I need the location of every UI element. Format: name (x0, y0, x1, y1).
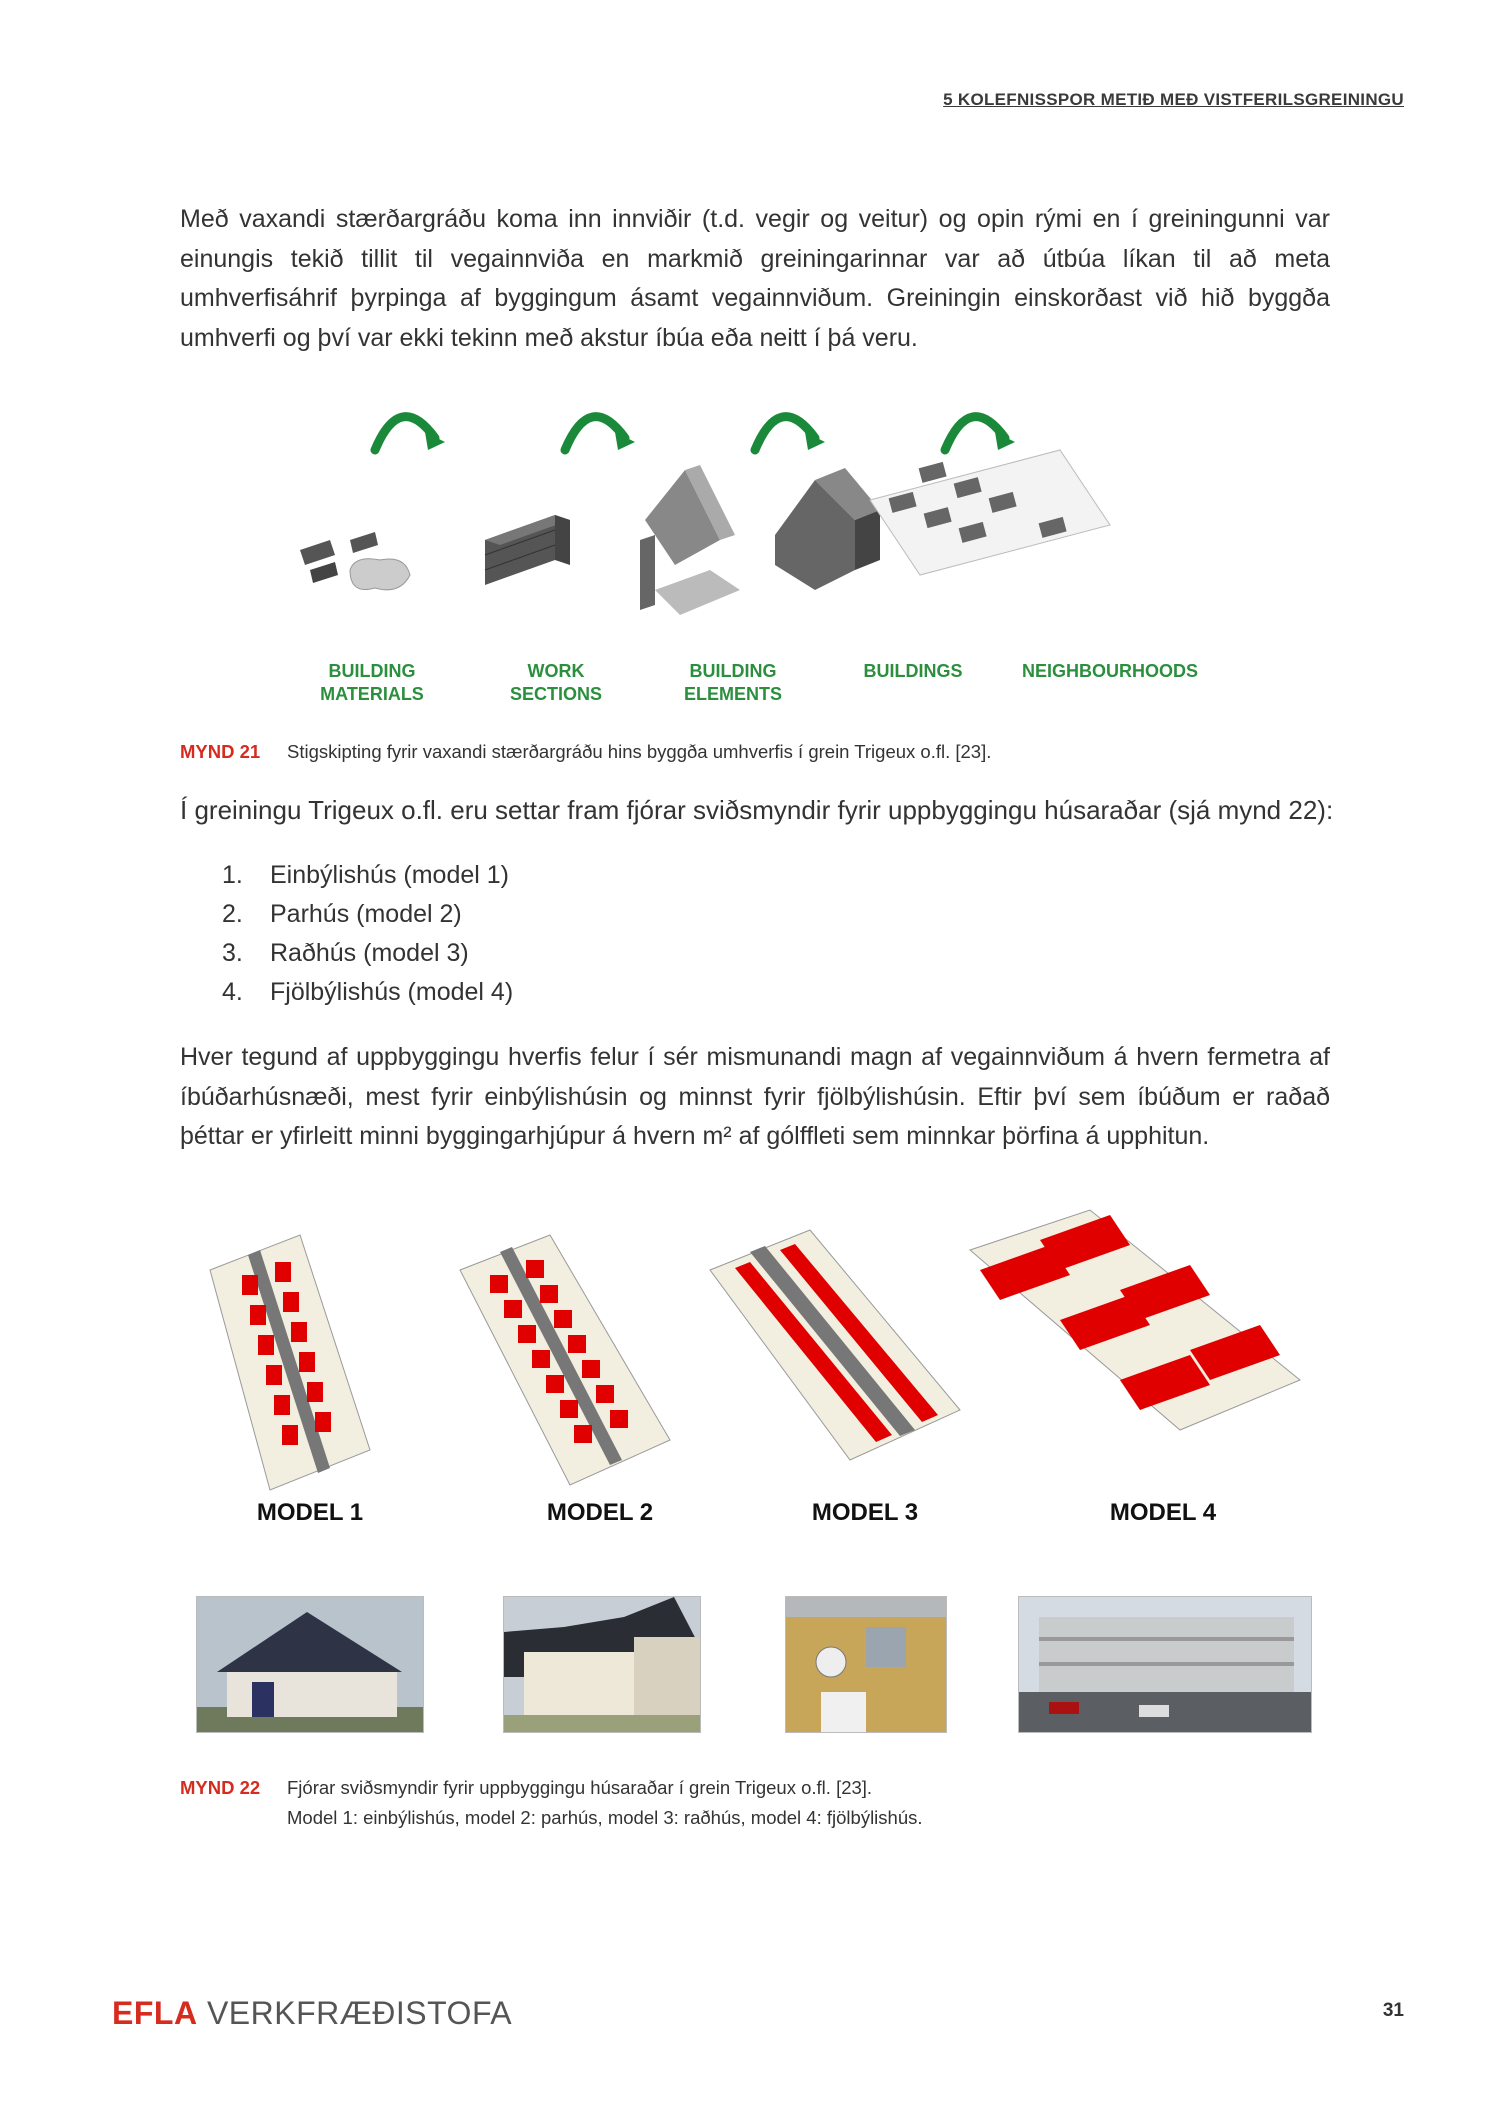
model-label: MODEL 4 (1109, 1499, 1217, 1526)
neighbourhood-icon (870, 450, 1110, 575)
list-text: Fjölbýlishús (model 4) (270, 978, 514, 1006)
building-icon (775, 468, 880, 590)
list-text: Parhús (model 2) (270, 900, 462, 928)
intro-paragraph: Með vaxandi stærðargráðu koma inn innviðir (t.d. vegir og veitur) og opin rými en í greiningunni var einungis tekið tillit til vegainnviða en markmið greiningarinnar var að útbúa líkan til að meta umhverfisáhrif þyrpinga af byggingum ásamt vegainnviðum. Greiningin einskorðast við hið byggða umhverfi og því var ekki tekinn með akstur íbúa eða neitt í þá veru. (180, 205, 1330, 352)
body-paragraph: Hver tegund af uppbyggingu hverfis felur í sér mismunandi magn af vegainnviðum á hvern fermetra af íbúðarhúsnæði, mest fyrir einbýlishúsin og minnst fyrir fjölbýlishúsin. Eftir því sem íbúðum er raðað þéttar er yfirleitt minni byggingarhjúpur á hvern m² af gólffleti sem minnkar þörfina á upphitun. (180, 1043, 1330, 1150)
list-number: 1. (222, 861, 243, 889)
model-1-diagram (210, 1235, 370, 1490)
scenario-list (222, 856, 513, 1012)
figure-22-models (190, 1190, 1320, 1580)
brand-bold: EFLA (112, 1995, 198, 2031)
stage-label: ELEMENTS (683, 684, 783, 704)
scenario-intro: Í greiningu Trigeux o.fl. eru settar fram fjórar sviðsmyndir fyrir uppbyggingu húsaraðar (sjá mynd 22): (180, 795, 1334, 825)
photo-model-1 (196, 1596, 424, 1733)
figure-21-caption (180, 737, 991, 767)
stage-label: BUILDING (328, 661, 416, 681)
model-3-diagram (710, 1230, 960, 1460)
photo-model-2 (503, 1596, 701, 1733)
caption-text: Fjórar sviðsmyndir fyrir uppbyggingu húsaraðar í grein Trigeux o.fl. [23]. (287, 1777, 873, 1798)
arrow-icon (375, 417, 445, 450)
figure-22-caption (180, 1773, 923, 1833)
section-header: 5 KOLEFNISSPOR METIÐ MEÐ VISTFERILSGREININGU (943, 90, 1404, 109)
model-label: MODEL 3 (811, 1499, 919, 1526)
list-item (222, 895, 513, 934)
arrow-icon (565, 417, 635, 450)
list-number: 3. (222, 939, 243, 967)
model-label: MODEL 2 (546, 1499, 654, 1526)
stage-label: BUILDINGS (863, 661, 963, 681)
figure-21-diagram (280, 390, 1220, 720)
list-text: Raðhús (model 3) (270, 939, 469, 967)
list-number: 2. (222, 900, 243, 928)
building-elements-icon (640, 465, 740, 615)
building-materials-icon (300, 532, 410, 590)
list-number: 4. (222, 978, 243, 1006)
model-label: MODEL 1 (256, 1499, 364, 1526)
list-item (222, 856, 513, 895)
work-sections-icon (485, 515, 570, 585)
caption-text: Stigskipting fyrir vaxandi stærðargráðu hins byggða umhverfis í grein Trigeux o.fl. [23]. (287, 741, 992, 762)
list-item (222, 934, 513, 973)
arrow-icon (755, 417, 825, 450)
stage-label: BUILDING (689, 661, 777, 681)
list-item (222, 973, 513, 1012)
efla-logo (112, 1995, 512, 2032)
brand-rest: VERKFRÆÐISTOFA (197, 1995, 513, 2031)
photo-model-4 (1018, 1596, 1312, 1733)
page-number: 31 (1382, 2000, 1404, 2021)
list-text: Einbýlishús (model 1) (270, 861, 509, 889)
caption-label: MYND 22 (180, 1777, 261, 1798)
arrow-icon (945, 417, 1015, 450)
stage-label: WORK (527, 661, 585, 681)
caption-text-line2: Model 1: einbýlishús, model 2: parhús, model 3: raðhús, model 4: fjölbýlishús. (287, 1807, 923, 1828)
model-4-diagram (970, 1210, 1300, 1430)
stage-label: MATERIALS (320, 684, 424, 704)
model-2-diagram (460, 1235, 670, 1485)
stage-label: SECTIONS (509, 684, 603, 704)
photo-model-3 (785, 1596, 947, 1733)
stage-label: NEIGHBOURHOODS (1021, 661, 1199, 681)
caption-label: MYND 21 (180, 741, 261, 762)
